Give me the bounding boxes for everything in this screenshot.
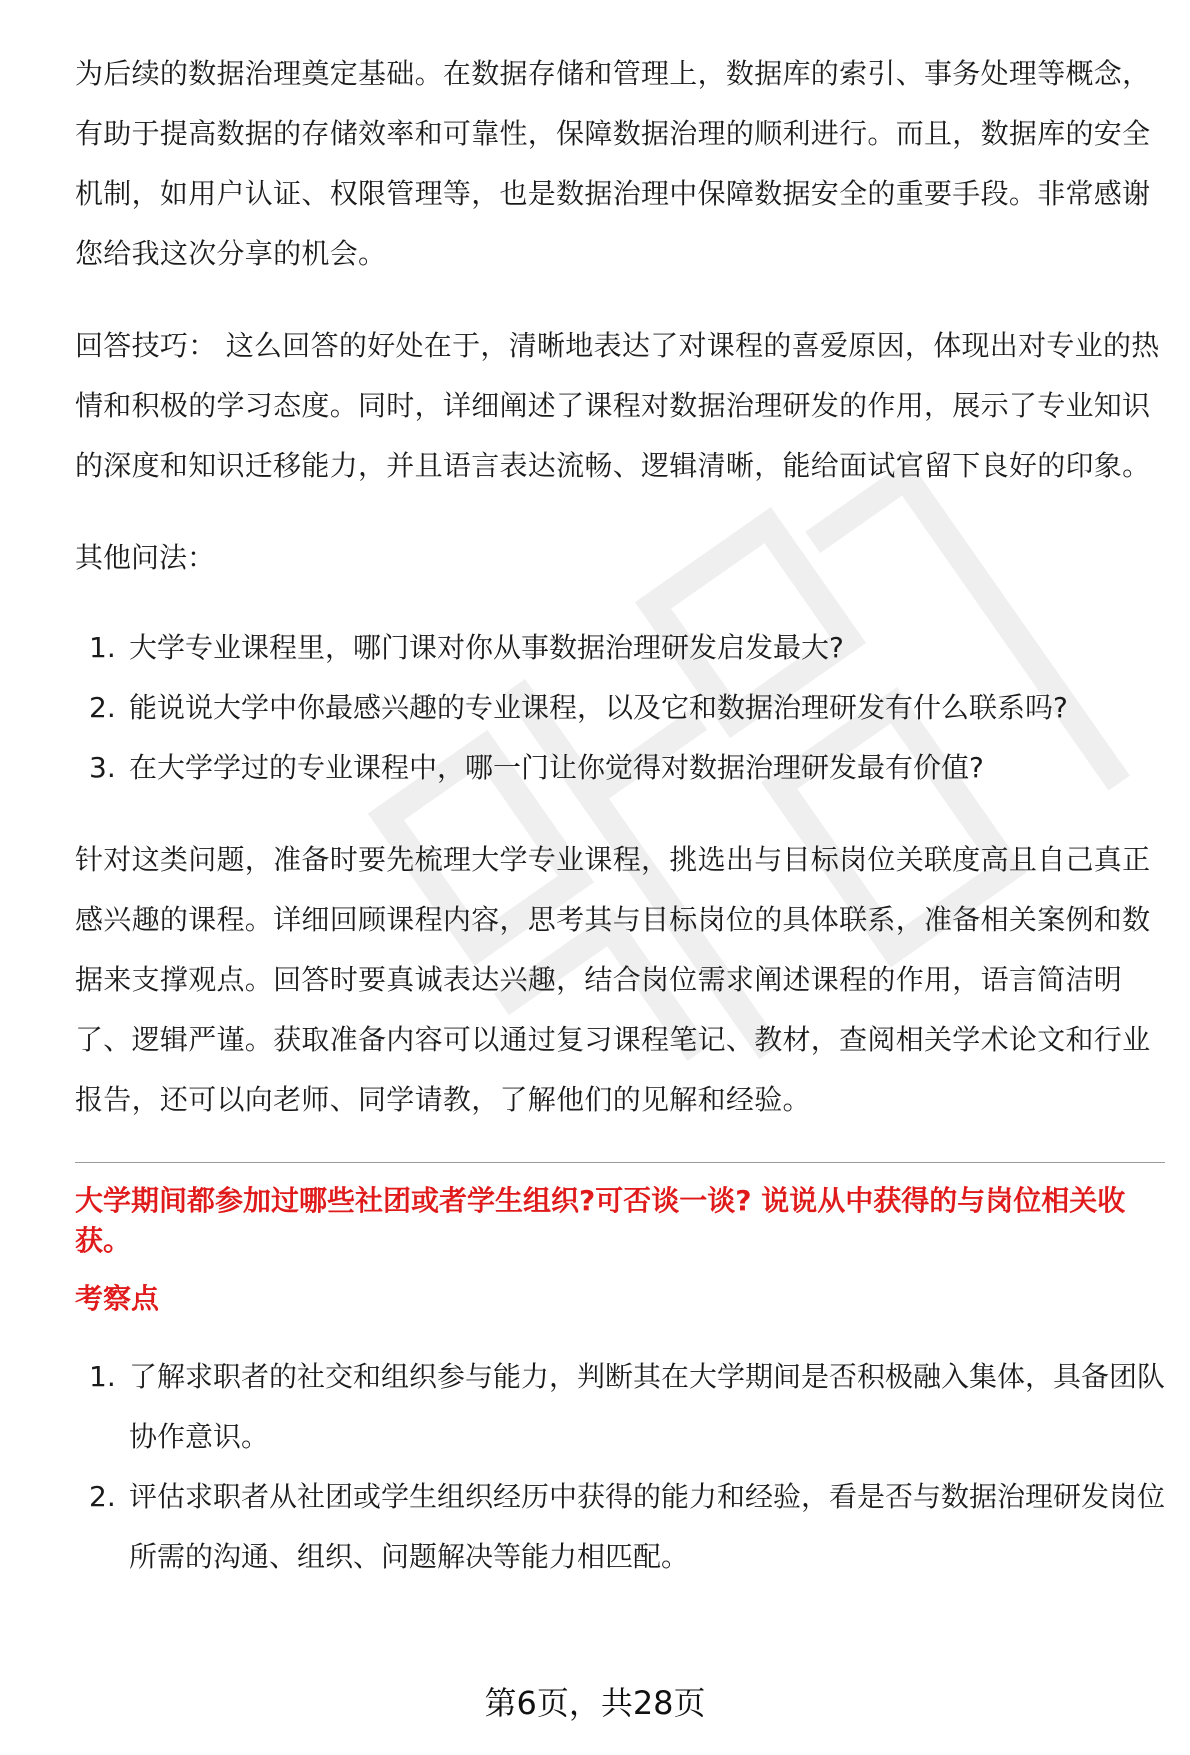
points-list — [75, 1347, 1165, 1587]
other-questions-list — [75, 618, 1165, 798]
list-item — [75, 618, 1165, 678]
paragraph-preparation: 针对这类问题，准备时要先梳理大学专业课程，挑选出与目标岗位关联度高且自己真正感兴趣的课程。详细回顾课程内容，思考其与目标岗位的具体联系，准备相关案例和数据来支撑观点。回答时要真诚表达兴趣，结合岗位需求阐述课程的作用，语言简洁明了、逻辑严谨。获取准备内容可以通过复习课程笔记、教材，查阅相关学术论文和行业报告，还可以向老师、同学请教，了解他们的见解和经验。 — [75, 843, 1151, 1116]
list-number: 1. — [89, 1360, 116, 1393]
points-label: 考察点 — [75, 1282, 160, 1315]
list-text: 了解求职者的社交和组织参与能力，判断其在大学期间是否积极融入集体，具备团队协作意识。 — [129, 1360, 1166, 1453]
list-item — [75, 678, 1165, 738]
list-text: 能说说大学中你最感兴趣的专业课程，以及它和数据治理研发有什么联系吗? — [129, 691, 1068, 724]
document-body — [75, 44, 1165, 1619]
list-text: 大学专业课程里，哪门课对你从事数据治理研发启发最大? — [129, 631, 844, 664]
list-item — [75, 1467, 1165, 1587]
other-questions-label: 其他问法： — [75, 541, 216, 574]
paragraph-intro: 为后续的数据治理奠定基础。在数据存储和管理上，数据库的索引、事务处理等概念，有助于提高数据的存储效率和可靠性，保障数据治理的顺利进行。而且，数据库的安全机制，如用户认证、权限管理等，也是数据治理中保障数据安全的重要手段。非常感谢您给我这次分享的机会。 — [75, 57, 1151, 270]
section-divider — [75, 1162, 1165, 1163]
paragraph-answer-tips: 回答技巧： 这么回答的好处在于，清晰地表达了对课程的喜爱原因，体现出对专业的热情和积极的学习态度。同时，详细阐述了课程对数据治理研发的作用，展示了专业知识的深度和知识迁移能力，并且语言表达流畅、逻辑清晰，能给面试官留下良好的印象。 — [75, 329, 1160, 482]
page-footer: 第6页，共28页 — [484, 1684, 706, 1722]
list-item — [75, 1347, 1165, 1467]
list-item — [75, 738, 1165, 798]
list-number: 2. — [89, 691, 116, 724]
list-number: 1. — [89, 631, 116, 664]
list-text: 在大学学过的专业课程中，哪一门让你觉得对数据治理研发最有价值? — [129, 751, 984, 784]
question-title: 大学期间都参加过哪些社团或者学生组织?可否谈一谈? 说说从中获得的与岗位相关收获。 — [75, 1184, 1126, 1257]
list-number: 3. — [89, 751, 116, 784]
list-number: 2. — [89, 1480, 116, 1513]
list-text: 评估求职者从社团或学生组织经历中获得的能力和经验，看是否与数据治理研发岗位所需的沟通、组织、问题解决等能力相匹配。 — [129, 1480, 1166, 1573]
